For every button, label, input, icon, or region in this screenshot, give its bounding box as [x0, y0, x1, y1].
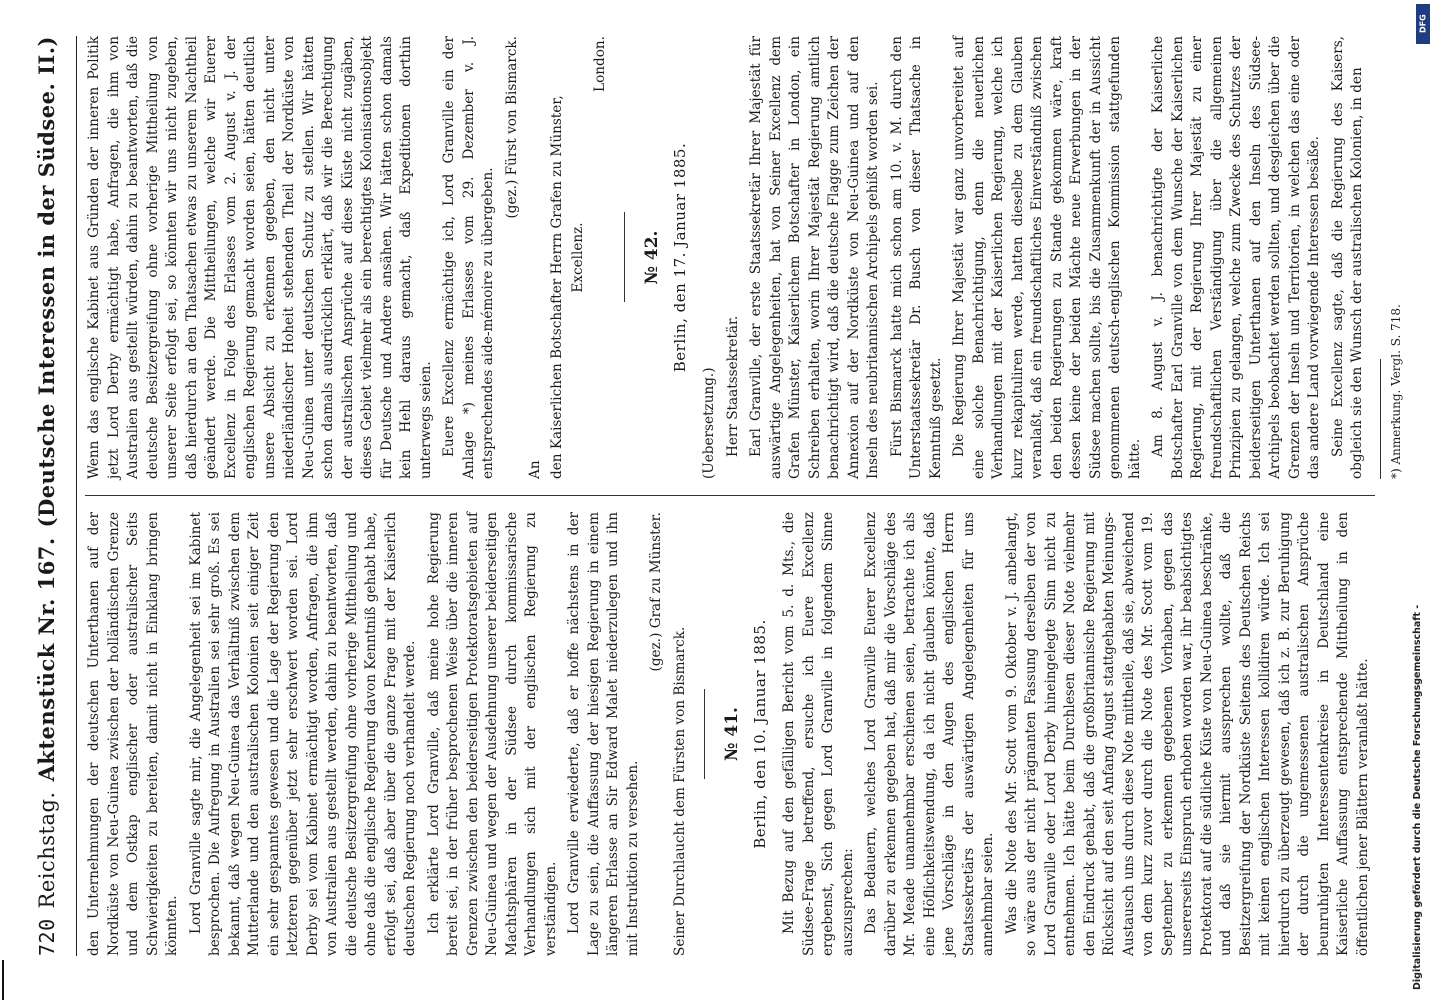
paragraph: Lord Granville erwiederte, daß er hoffe nächstens in der Lage zu sein, die Auffassung der hiesigen Regierung in einem längeren Erlasse an Sir Edward Malet niederzulegen und ihn mit Instruktion zu versehen.: [566, 512, 641, 956]
paragraph: Die Regierung Ihrer Majestät war ganz unvorbereitet auf eine solche Benachrichtigung, denn die neuerlichen Verhandlungen mit der Kaiserlichen Regierung, welche ich kurz rekapituliren werde, hatten dieselbe zu dem Glauben veranlaßt, daß ein freundschaftliches Einverständniß zwischen den beiden Regierungen zu Stande gekommen wäre, kraft dessen keine der beiden Mächte neue Erwerbungen in der Südsee machen sollte, bis die Zusammenkunft der in Aussicht genommenen deutsch-englischen Kommission stattgefunden hätte.: [951, 36, 1143, 479]
rotated-document-page: [20, 10, 1403, 990]
dateline: Berlin, den 10. Januar 1885.: [750, 619, 769, 849]
paragraph: den Unternehmungen der deutschen Unterthanen auf der Nordküste von Neu-Guinea zwischen der holländischen Grenze und dem Ostkap englischer oder australischer Seits Schwierigkeiten zu bereiten, damit nicht in Einklang bringen könnten.: [86, 512, 180, 956]
signature: (gez.) Graf zu Münster.: [648, 512, 664, 672]
salutation: Herr Staatssekretär.: [724, 315, 741, 457]
left-column: [85, 496, 1375, 956]
translation-note: (Uebersetzung.): [701, 367, 717, 479]
header-right: (Deutsche Interessen in der Südsee. II.): [34, 36, 59, 528]
footnote: *) Anmerkung. Vergl. S. 718.: [1388, 304, 1403, 479]
paragraph: Wenn das englische Kabinet aus Gründen der inneren Politik jetzt Lord Derby ermächtigt habe, Anfragen, die ihm von Australien aus gestellt würden, dahin zu beantworten, daß die deutsche Besitzergreifung ohne vorherige Mittheilung von unserer Seite erfolgt sei, so könnten wir uns nicht zugeben, daß hierdurch an den Thatsachen etwas zu unserem Nachtheil geändert werde. Die Mittheilungen, welche wir Euerer Excellenz in Folge des Erlasses vom 2. August v. J. der englischen Regierung gemacht worden seien, hätten deutlich unsere Absicht zu erkennen gegeben, den nicht unter niederländischer Hoheit stehenden Theil der Nordküste von Neu-Guinea unter deutschen Schutz zu stellen. Wir hätten schon damals ausdrücklich erklärt, daß wir die Berechtigung der australischen Ansprüche auf diese Küste nicht zugäben, dieses Gebiet vielmehr als ein berechtigtes Kolonisationsobjekt für Deutsche und Andere ansähen. Wir hätten schon damals kein Hehl daraus gemacht, daß Expeditionen dorthin unterwegs seien.: [86, 36, 434, 479]
paragraph: Was die Note des Mr. Scott vom 9. Oktober v. J. anbelangt, so wäre aus der nicht prägnanten Fassung derselben der von Lord Granville oder Lord Derby hineingelegte Sinn nicht zu entnehmen. Ich hätte beim Durchlesen dieser Note vielmehr den Eindruck gehabt, daß die großbritannische Regierung mit Rücksicht auf den seit Anfang August stattgehabten Meinungs-Austausch uns durch diese Note mittheile, daß sie, abweichend von dem kurz zuvor durch die Note des Mr. Scott vom 19. September zu erkennen gegebenen Vorhaben, gegen das unsererseits Einspruch erhoben worden war, ihr beabsichtigtes Protektorat auf die südliche Küste von Neu-Guinea beschränke, und daß sie hiermit aussprechen wollte, daß die Besitzergreifung der Nordküste Seitens des Deutschen Reichs mit keinen englischen Interessen kollidiren würde. Ich sei hierdurch zu überzeugt gewesen, daß ich z. B. zur Beruhigung der durch die ungemessenen australischen Ansprüche beunruhigten Interessentenkreise in Deutschland eine Kaiserliche Auffassung entsprechende Mittheilung in den öffentlichen jener Blättern veranlaßt hätte.: [1003, 512, 1371, 956]
credit-text: Digitalisierung gefördert durch die Deutsche Forschungsgemeinschaft -: [1412, 604, 1423, 990]
footnote-rule: [1380, 359, 1381, 479]
addressee: Seiner Durchlaucht dem Fürsten von Bismarck.: [671, 626, 688, 956]
page-number: 720: [35, 918, 59, 956]
header-center: Aktenstück Nr. 167.: [34, 537, 59, 782]
dfg-logo: DFG: [1416, 4, 1430, 44]
section-divider: [704, 689, 705, 779]
address-line: Excellenz.: [570, 222, 586, 293]
digitization-credit: [1412, 605, 1423, 990]
signature: (gez.) Fürst von Bismarck.: [503, 36, 520, 219]
paragraph: Ich erklärte Lord Granville, daß meine hohe Regierung bereit sei, in der früher besprochenen Weise über die inneren Grenzen zwischen den beiderseitigen Protektoratsgebieten auf Neu-Guinea und wegen der Ausdehnung unserer beiderseitigen Machtsphären in der Südsee durch kommissarische Verhandlungen sich mit der englischen Regierung zu verständigen.: [425, 512, 559, 956]
scan-edge-mark: [2, 960, 4, 1000]
paragraph: Mit Bezug auf den gefälligen Bericht vom 5. d. Mts., die Südsee-Frage betreffend, ersuche ich Euere Excellenz ergebenst, Sich gegen Lord Granville in folgendem Sinne auszusprechen:: [781, 512, 856, 956]
document-number: № 42.: [642, 230, 662, 285]
paragraph: Seine Excellenz sagte, daß die Regierung des Kaisers, obgleich sie den Wunsch der australischen Kolonien, in den: [1329, 36, 1365, 479]
header-rule: [76, 36, 77, 956]
address-line: den Kaiserlichen Botschafter Herrn Grafen zu Münster,: [548, 95, 565, 479]
right-column: [85, 36, 1403, 496]
document-number: № 41.: [722, 707, 742, 761]
paragraph: Das Bedauern, welches Lord Granville Euerer Excellenz darüber zu erkennen gegeben hat, daß mir die Vorschläge des Mr. Meade unannehmbar erschienen seien, betrachte ich als eine Höflichkeitswendung, da ich nicht glauben könnte, daß jene Vorschläge in den Augen des englischen Herrn Staatssekretärs der auswärtigen Angelegenheiten für uns annehmbar seien.: [863, 512, 996, 956]
dateline: Berlin, den 17. Januar 1885.: [670, 142, 689, 373]
two-column-body: [85, 36, 1403, 956]
page-header: [34, 36, 74, 956]
paragraph: Euere Excellenz ermächtige ich, Lord Granville ein der Anlage *) meines Erlasses vom 29. Dezember v. J. entsprechendes aide-mémoire zu übergeben.: [441, 36, 496, 479]
address-city: London.: [591, 36, 608, 92]
paragraph: Am 8. August v. J. benachrichtigte der Kaiserliche Botschafter Earl Granville von dem Wunsche der Kaiserlichen Regierung, mit der Regierung Ihrer Majestät zu einer freundschaftlichen Verständigung über die allgemeinen Prinzipien zu gelangen, welche zum Zwecke des Schutzes der beiderseitigen Unterthanen auf den Inseln des Südsee-Archipels beobachtet werden sollten, und desgleichen über die Grenzen der Inseln und Territorien, in welchen das eine oder das andere Land vorwiegende Interessen besäße.: [1150, 36, 1322, 479]
section-divider: [624, 213, 625, 303]
paragraph: Fürst Bismarck hatte mich schon am 10. v. M. durch den Unterstaatssekretär Dr. Busch von dieser Thatsache in Kenntniß gesetzt.: [888, 36, 944, 479]
paragraph: Earl Granville, der erste Staatssekretär Ihrer Majestät für auswärtige Angelegenheiten, hat von Seiner Excellenz dem Grafen Münster, Kaiserlichem Botschafter in London, ein Schreiben erhalten, worin Ihrer Majestät Regierung amtlich benachrichtigt wird, daß die deutsche Flagge zum Zeichen der Annexion auf der Nordküste von Neu-Guinea und auf den Inseln des neubritannischen Archipels gehißt worden sei.: [748, 36, 881, 479]
header-left: Reichstag.: [35, 791, 59, 909]
paragraph: Lord Granville sagte mir, die Angelegenheit sei im Kabinet besprochen. Die Aufregung in Australien sei sehr groß. Es sei bekannt, daß wegen Neu-Guinea das Verhältniß zwischen dem Mutterlande und den australischen Kolonien seit einiger Zeit ein sehr gespanntes gewesen und die Lage der Regierung den letzteren gegenüber jetzt sehr erschwert worden sei. Lord Derby sei vom Kabinet ermächtigt worden, Anfragen, die ihm von Australien aus gestellt werden, dahin zu beantworten, daß die deutsche Besitzergreifung ohne vorherige Mittheilung und ohne daß die englische Regierung davon Kenntniß gehabt habe, erfolgt sei, daß aber über die ganze Frage mit der Kaiserlich deutschen Regierung noch verhandelt werde.: [187, 512, 418, 956]
address-an: An: [527, 460, 543, 479]
